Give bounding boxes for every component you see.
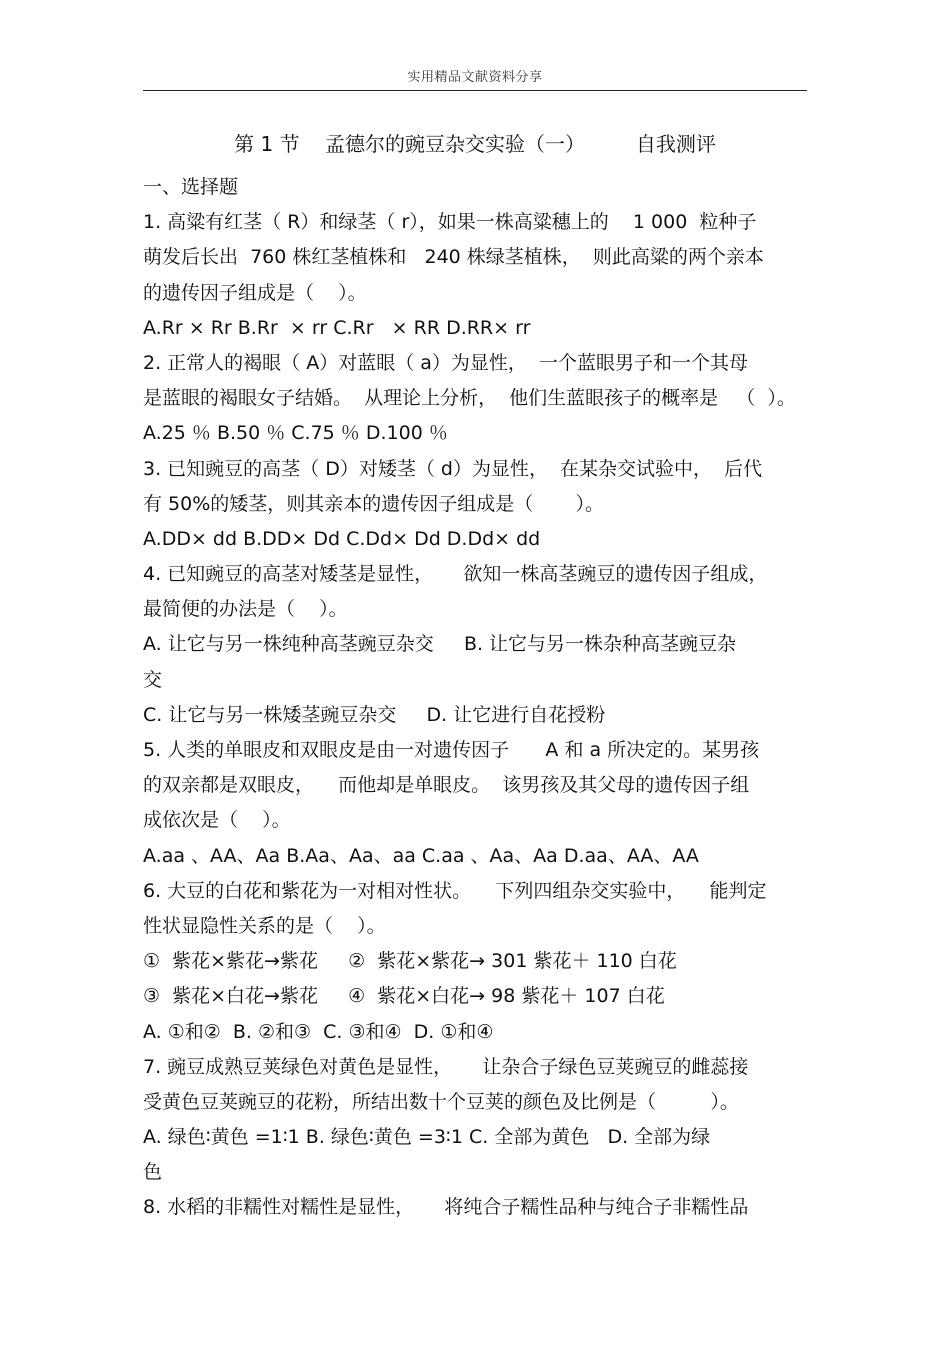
question-6-text: 性状显隐性关系的是（ ）。: [143, 914, 386, 937]
question-3-text: 3. 已知豌豆的高茎（ D）对矮茎（ d）为显性， 在某杂交试验中， 后代: [143, 457, 763, 480]
question-6-cross-list: ③ 紫花×白花→紫花 ④ 紫花×白花→ 98 紫花＋ 107 白花: [143, 985, 665, 1008]
question-4-options: A. 让它与另一株纯种高茎豌豆杂交 B. 让它与另一株杂种高茎豌豆杂: [143, 633, 737, 656]
question-5-text: 成依次是（ ）。: [143, 809, 291, 832]
question-4-text: 最简便的办法是（ ）。: [143, 598, 348, 621]
question-5-text: 5. 人类的单眼皮和双眼皮是由一对遗传因子 A 和 a 所决定的。某男孩: [143, 739, 760, 761]
header-divider: [143, 90, 807, 91]
question-3-text: 有 50%的矮茎，则其亲本的遗传因子组成是（ ）。: [143, 492, 605, 515]
question-6-options: A. ①和② B. ②和③ C. ③和④ D. ①和④: [143, 1020, 494, 1043]
section-heading: 一、选择题: [143, 176, 239, 198]
question-1-text: 的遗传因子组成是（ ）。: [143, 281, 367, 304]
question-1-text: 1. 高粱有红茎（ R）和绿茎（ r），如果一株高粱穗上的 1 000 粒种子: [143, 211, 757, 234]
page-header: 实用精品文献资料分享: [407, 70, 543, 85]
question-7-text: 受黄色豆荚豌豆的花粉，所结出数十个豆荚的颜色及比例是（ ）。: [143, 1090, 739, 1113]
question-4-text: 4. 已知豌豆的高茎对矮茎是显性， 欲知一株高茎豌豆的遗传因子组成，: [143, 563, 768, 586]
question-3-options: A.DD× dd B.DD× Dd C.Dd× Dd D.Dd× dd: [143, 527, 541, 550]
question-4-options: C. 让它与另一株矮茎豌豆杂交 D. 让它进行自花授粉: [143, 703, 606, 726]
question-6-text: 6. 大豆的白花和紫花为一对相对性状。 下列四组杂交实验中， 能判定: [143, 879, 767, 902]
question-4-options: 交: [143, 668, 163, 691]
question-2-text: 2. 正常人的褐眼（ A）对蓝眼（ a）为显性， 一个蓝眼男子和一个其母: [143, 351, 748, 374]
question-8-text: 8. 水稻的非糯性对糯性是显性， 将纯合子糯性品种与纯合子非糯性品: [143, 1196, 749, 1219]
question-7-text: 7. 豌豆成熟豆荚绿色对黄色是显性， 让杂合子绿色豆荚豌豆的雌蕊接: [143, 1055, 749, 1078]
document-title: 第 1 节 孟德尔的豌豆杂交实验（一） 自我测评: [234, 132, 716, 156]
question-7-options: 色: [143, 1161, 163, 1184]
question-1-text: 萌发后长出 760 株红茎植株和 240 株绿茎植株， 则此高粱的两个亲本: [143, 246, 764, 269]
question-6-cross-list: ① 紫花×紫花→紫花 ② 紫花×紫花→ 301 紫花＋ 110 白花: [143, 950, 677, 973]
question-7-options: A. 绿色∶黄色 =1∶1 B. 绿色∶黄色 =3∶1 C. 全部为黄色 D. 全部为绿: [143, 1126, 711, 1149]
question-2-text: 是蓝眼的褐眼女子结婚。 从理论上分析， 他们生蓝眼孩子的概率是 （ ）。: [143, 387, 796, 410]
question-1-options: A.Rr × Rr B.Rr × rr C.Rr × RR D.RR× rr: [143, 316, 531, 339]
document-body: [143, 170, 823, 1226]
question-5-options: A.aa 、AA、Aa B.Aa、Aa、aa C.aa 、Aa、Aa D.aa、AA、AA: [143, 844, 699, 867]
question-2-options: A.25 ％ B.50 ％ C.75 ％ D.100 ％: [143, 422, 448, 445]
question-5-text: 的双亲都是双眼皮， 而他却是单眼皮。 该男孩及其父母的遗传因子组: [143, 774, 750, 797]
